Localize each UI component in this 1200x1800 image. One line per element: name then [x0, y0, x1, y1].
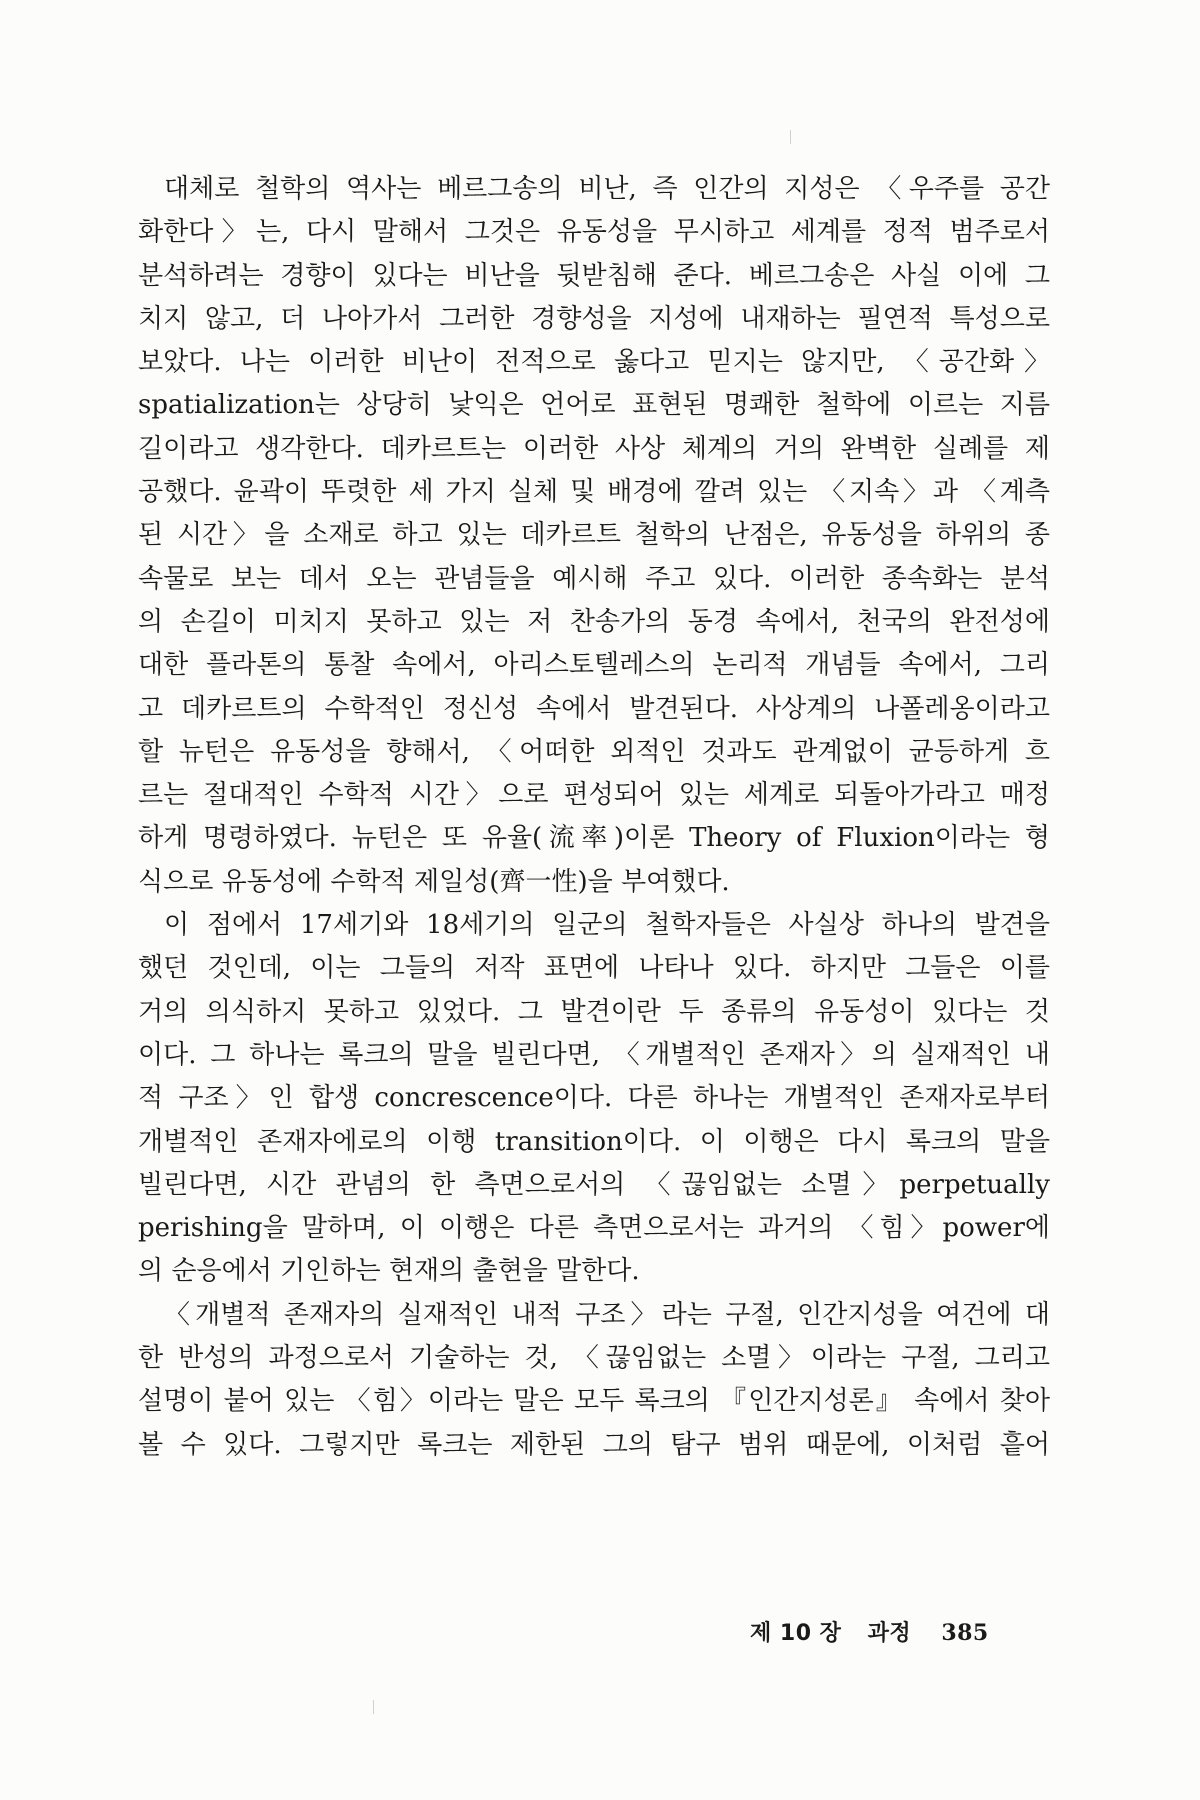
text-line: 화한다〉는, 다시 말해서 그것은 유동성을 무시하고 세계를 정적 범주로서 [138, 217, 1050, 248]
text-line: 했던 것인데, 이는 그들의 저작 표면에 나타나 있다. 하지만 그들은 이를 [138, 953, 1050, 984]
text-line: 〈개별적 존재자의 실재적인 내적 구조〉라는 구절, 인간지성을 여건에 대 [164, 1299, 1050, 1330]
text-line: 의 순응에서 기인하는 현재의 출현을 말한다. [138, 1256, 640, 1287]
text-line: 르는 절대적인 수학적 시간〉으로 편성되어 있는 세계로 되돌아가라고 매정 [138, 780, 1050, 811]
text-line: 공했다. 윤곽이 뚜렷한 세 가지 실체 및 배경에 깔려 있는 〈지속〉과 〈계측 [138, 477, 1050, 508]
body-text [138, 168, 1050, 1467]
paragraph-2 [138, 904, 1050, 1294]
text-line: 개별적인 존재자에로의 이행 transition이다. 이 이행은 다시 록크의 말을 [138, 1126, 1050, 1157]
text-line: 이 점에서 17세기와 18세기의 일군의 철학자들은 사실상 하나의 발견을 [164, 910, 1050, 941]
running-footer [750, 1616, 1050, 1647]
text-line: spatialization는 상당히 낯익은 언어로 표현된 명쾌한 철학에 이르는 지름 [138, 390, 1050, 421]
paragraph-3 [138, 1294, 1050, 1467]
text-line: 대한 플라톤의 통찰 속에서, 아리스토텔레스의 논리적 개념들 속에서, 그리 [138, 650, 1050, 681]
text-line: 이다. 그 하나는 록크의 말을 빌린다면, 〈개별적인 존재자〉의 실재적인 내 [138, 1039, 1050, 1070]
text-line: 대체로 철학의 역사는 베르그송의 비난, 즉 인간의 지성은 〈우주를 공간 [164, 174, 1050, 204]
chapter-title: 과정 [867, 1621, 912, 1646]
text-line: 한 반성의 과정으로서 기술하는 것, 〈끊임없는 소멸〉이라는 구절, 그리고 [138, 1343, 1050, 1374]
page-number: 385 [941, 1620, 989, 1646]
text-line: 식으로 유동성에 수학적 제일성(齊一性)을 부여했다. [138, 866, 730, 897]
text-line: 속물로 보는 데서 오는 관념들을 예시해 주고 있다. 이러한 종속화는 분석 [138, 563, 1050, 594]
text-line: perishing을 말하며, 이 이행은 다른 측면으로서는 과거의 〈힘〉power에 [138, 1213, 1050, 1244]
text-line: 된 시간〉을 소재로 하고 있는 데카르트 철학의 난점은, 유동성을 하위의 종 [138, 520, 1050, 551]
scan-artifact [790, 130, 791, 144]
text-line: 적 구조〉인 합생 concrescence이다. 다른 하나는 개별적인 존재자로부터 [138, 1083, 1050, 1114]
text-line: 길이라고 생각한다. 데카르트는 이러한 사상 체계의 거의 완벽한 실례를 제 [138, 433, 1050, 464]
scan-artifact [373, 1700, 374, 1714]
text-line: 하게 명령하였다. 뉴턴은 또 유율(流率)이론 Theory of Fluxion이라는 형 [138, 823, 1050, 854]
text-line: 빌린다면, 시간 관념의 한 측면으로서의 〈끊임없는 소멸〉perpetually [138, 1169, 1050, 1200]
text-line: 볼 수 있다. 그렇지만 록크는 제한된 그의 탐구 범위 때문에, 이처럼 흩어 [138, 1429, 1050, 1460]
text-line: 거의 의식하지 못하고 있었다. 그 발견이란 두 종류의 유동성이 있다는 것 [138, 996, 1050, 1027]
text-line: 고 데카르트의 수학적인 정신성 속에서 발견된다. 사상계의 나폴레옹이라고 [138, 693, 1050, 724]
text-line: 분석하려는 경향이 있다는 비난을 뒷받침해 준다. 베르그송은 사실 이에 그 [138, 260, 1050, 291]
text-line: 설명이 붙어 있는 〈힘〉이라는 말은 모두 록크의 『인간지성론』 속에서 찾아 [138, 1386, 1050, 1417]
text-line: 보았다. 나는 이러한 비난이 전적으로 옳다고 믿지는 않지만, 〈공간화〉 [138, 347, 1050, 378]
chapter-label: 제 10 장 [750, 1621, 842, 1646]
text-line: 치지 않고, 더 나아가서 그러한 경향성을 지성에 내재하는 필연적 특성으로 [138, 303, 1050, 334]
text-line: 할 뉴턴은 유동성을 향해서, 〈어떠한 외적인 것과도 관계없이 균등하게 흐 [138, 736, 1050, 767]
text-line: 의 손길이 미치지 못하고 있는 저 찬송가의 동경 속에서, 천국의 완전성에 [138, 606, 1050, 637]
paragraph-1 [138, 168, 1050, 904]
